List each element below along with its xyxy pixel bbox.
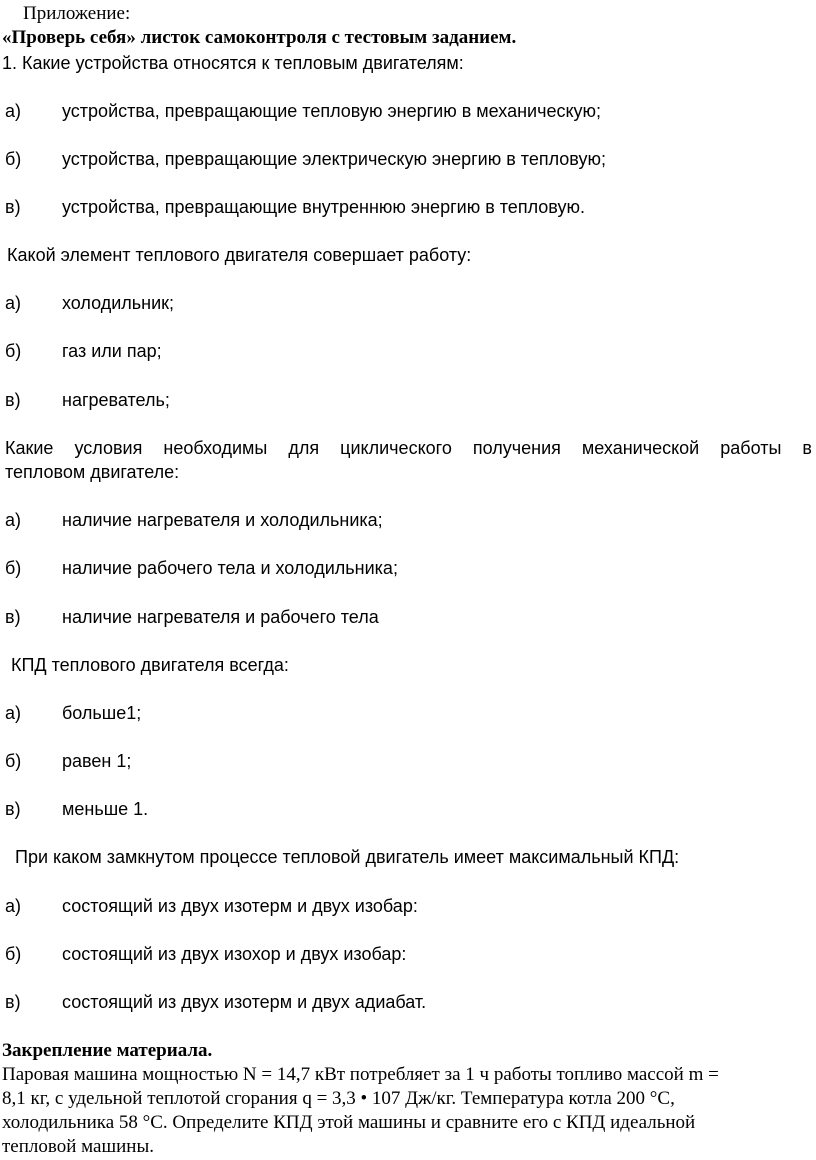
question-3-option-b: [0, 557, 816, 579]
appendix-label: Приложение:: [23, 3, 131, 24]
question-3-text-line-2: тепловом двигателе:: [5, 462, 180, 482]
question-1-option-b: [0, 148, 816, 170]
option-letter: б): [5, 944, 22, 964]
option-text: состоящий из двух изотерм и двух изобар:: [62, 896, 418, 916]
option-text: устройства, превращающие электрическую энергию в тепловую;: [62, 149, 606, 169]
option-text: наличие рабочего тела и холодильника;: [62, 558, 398, 578]
option-text: нагреватель;: [62, 390, 170, 410]
option-letter: б): [5, 341, 22, 361]
option-letter: а): [5, 703, 22, 723]
question-3-text-line-1: Какие условия необходимы для циклического получения механической работы в: [5, 438, 812, 458]
question-1-option-c: [0, 196, 816, 218]
option-letter: в): [5, 992, 21, 1012]
problem-line-3: холодильника 58 °С. Определите КПД этой машины и сравните его с КПД идеальной: [2, 1112, 696, 1133]
question-2-text: Какой элемент теплового двигателя совершает работу:: [7, 245, 472, 265]
problem-line-4: тепловой машины.: [2, 1136, 154, 1157]
question-2-option-b: [0, 340, 816, 362]
worksheet-title: «Проверь себя» листок самоконтроля с тестовым заданием.: [2, 27, 517, 48]
question-4-option-a: [0, 702, 816, 724]
question-3-option-c: [0, 606, 816, 628]
question-2-option-a: [0, 292, 816, 314]
option-text: устройства, превращающие тепловую энергию в механическую;: [62, 101, 602, 121]
option-letter: б): [5, 149, 22, 169]
option-text: меньше 1.: [62, 799, 149, 819]
option-text: больше1;: [62, 703, 142, 723]
option-letter: б): [5, 751, 22, 771]
problem-line-1: Паровая машина мощностью N = 14,7 кВт потребляет за 1 ч работы топливо массой m =: [2, 1064, 719, 1085]
option-text: газ или пар;: [62, 341, 162, 361]
question-5-option-a: [0, 895, 816, 917]
option-letter: а): [5, 896, 22, 916]
option-letter: в): [5, 197, 21, 217]
option-text: холодильник;: [62, 293, 175, 313]
question-5-text: При каком замкнутом процессе тепловой двигатель имеет максимальный КПД:: [15, 847, 680, 867]
option-letter: в): [5, 799, 21, 819]
question-4-option-c: [0, 798, 816, 820]
question-4-option-b: [0, 750, 816, 772]
option-letter: а): [5, 293, 22, 313]
reinforcement-heading: Закрепление материала.: [2, 1040, 213, 1061]
option-text: состоящий из двух изотерм и двух адиабат.: [62, 992, 427, 1012]
question-4-text: КПД теплового двигателя всегда:: [11, 655, 289, 675]
option-letter: б): [5, 558, 22, 578]
option-text: равен 1;: [62, 751, 132, 771]
question-5-option-b: [0, 943, 816, 965]
option-text: наличие нагревателя и холодильника;: [62, 510, 383, 530]
option-letter: в): [5, 607, 21, 627]
option-text: наличие нагревателя и рабочего тела: [62, 607, 379, 627]
option-letter: а): [5, 101, 22, 121]
option-letter: в): [5, 390, 21, 410]
option-text: состоящий из двух изохор и двух изобар:: [62, 944, 407, 964]
question-2-option-c: [0, 389, 816, 411]
question-3-option-a: [0, 509, 816, 531]
option-text: устройства, превращающие внутреннюю энергию в тепловую.: [62, 197, 585, 217]
question-1-text: 1. Какие устройства относятся к тепловым двигателям:: [2, 53, 464, 73]
problem-line-2: 8,1 кг, с удельной теплотой сгорания q = 3,3 • 107 Дж/кг. Температура котла 200 °С,: [2, 1088, 675, 1109]
option-letter: а): [5, 510, 22, 530]
question-1-option-a: [0, 100, 816, 122]
question-5-option-c: [0, 991, 816, 1013]
